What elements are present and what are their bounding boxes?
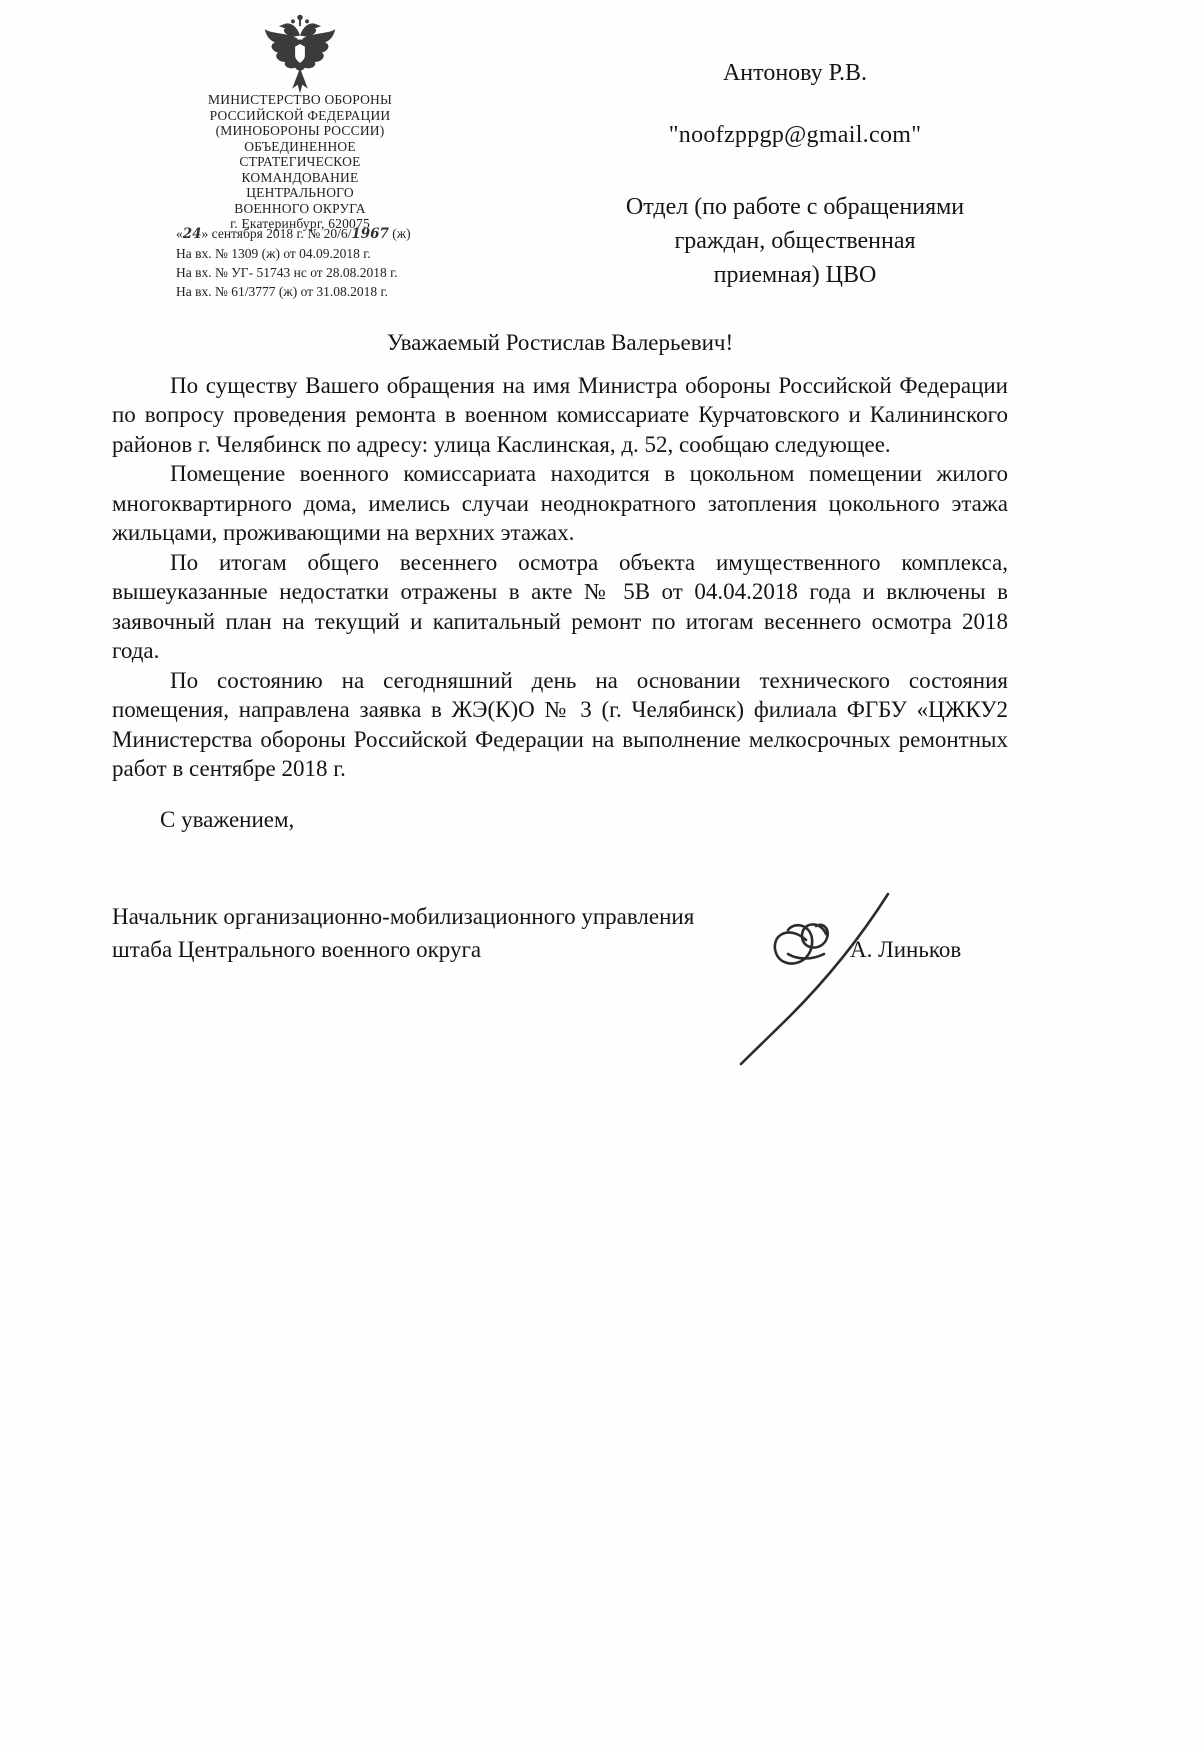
recipient-department: [560, 190, 1030, 292]
salutation: Уважаемый Ростислав Валерьевич!: [386, 330, 734, 355]
signer-title-line2-row: [112, 933, 1008, 966]
date-suffix: (ж): [388, 226, 411, 241]
recipient-name: Антонову Р.В.: [722, 60, 868, 86]
incoming-ref-line: На вх. № 61/3777 (ж) от 31.08.2018 г.: [176, 284, 388, 299]
letterhead-line: ЦЕНТРАЛЬНОГО: [246, 185, 354, 200]
letterhead-city-line: г. Екатеринбург, 620075: [230, 216, 370, 231]
handwritten-day: 24: [182, 226, 202, 242]
department-line: граждан, общественная: [674, 228, 916, 254]
letterhead-line: РОССИЙСКОЙ ФЕДЕРАЦИИ: [209, 107, 391, 123]
paragraph: Помещение военного комиссариата находится в цокольном помещении жилого многоквартирного дома, имелись случаи неоднократного затопления цокольного этажа жильцами, проживающими на верхних этажах.: [112, 461, 1008, 545]
letterhead-org-block: [150, 92, 450, 232]
letterhead-line: СТРАТЕГИЧЕСКОЕ: [239, 154, 361, 169]
recipient-email: "noofzppgp@gmail.com": [668, 122, 922, 148]
outgoing-date-line: [176, 224, 506, 244]
department-line: Отдел (по работе с обращениями: [625, 194, 965, 220]
signer-title-line2: штаба Центрального военного округа: [112, 937, 482, 962]
letterhead-line: КОМАНДОВАНИЕ: [241, 169, 359, 185]
letter-body: [112, 328, 1008, 834]
date-middle-text: » сентября 2018 г. № 20/6/: [201, 226, 352, 241]
department-line: приемная) ЦВО: [713, 262, 877, 288]
letterhead-refs-block: [176, 224, 506, 301]
date-open-quote: «: [176, 226, 183, 241]
paragraph: По существу Вашего обращения на имя Министра обороны Российской Федерации по вопросу проведения ремонта в военном комиссариате Курчатовского и Калининского районов г. Челябинск по адресу: улица Каслинская, д. 52, сообщаю следующее.: [112, 372, 1008, 457]
closing-phrase: С уважением,: [160, 806, 295, 832]
incoming-ref-line: На вх. № УГ- 51743 нс от 28.08.2018 г.: [176, 265, 398, 280]
handwritten-number: 1967: [351, 226, 389, 242]
paragraph: По итогам общего весеннего осмотра объекта имущественного комплекса, вышеуказанные недостатки отражены в акте № 5В от 04.04.2018 года и включены в заявочный план на текущий и капитальный ремонт по итогам весеннего осмотра 2018 года.: [112, 549, 1008, 663]
signature-block: [112, 900, 1008, 966]
letterhead-line: МИНИСТЕРСТВО ОБОРОНЫ: [208, 92, 392, 107]
recipient-block: [560, 58, 1030, 292]
letterhead-line: (МИНОБОРОНЫ РОССИИ): [215, 123, 385, 138]
incoming-ref-line: На вх. № 1309 (ж) от 04.09.2018 г.: [176, 246, 371, 261]
letterhead-line: ВОЕННОГО ОКРУГА: [234, 200, 366, 216]
letterhead-line: ОБЪЕДИНЕННОЕ: [244, 138, 356, 154]
signer-name: А. Линьков: [850, 937, 962, 962]
coat-of-arms-eagle-icon: [258, 12, 342, 98]
paragraph: По состоянию на сегодняшний день на основании технического состояния помещения, направлена заявка в ЖЭ(К)О № 3 (г. Челябинск) филиала ФГБУ «ЦЖКУ2 Министерства обороны Российской Федерации на выполнение мелкосрочных ремонтных работ в сентябре 2018 г.: [112, 667, 1008, 781]
signer-title-line1: Начальник организационно-мобилизационного управления: [112, 904, 695, 929]
